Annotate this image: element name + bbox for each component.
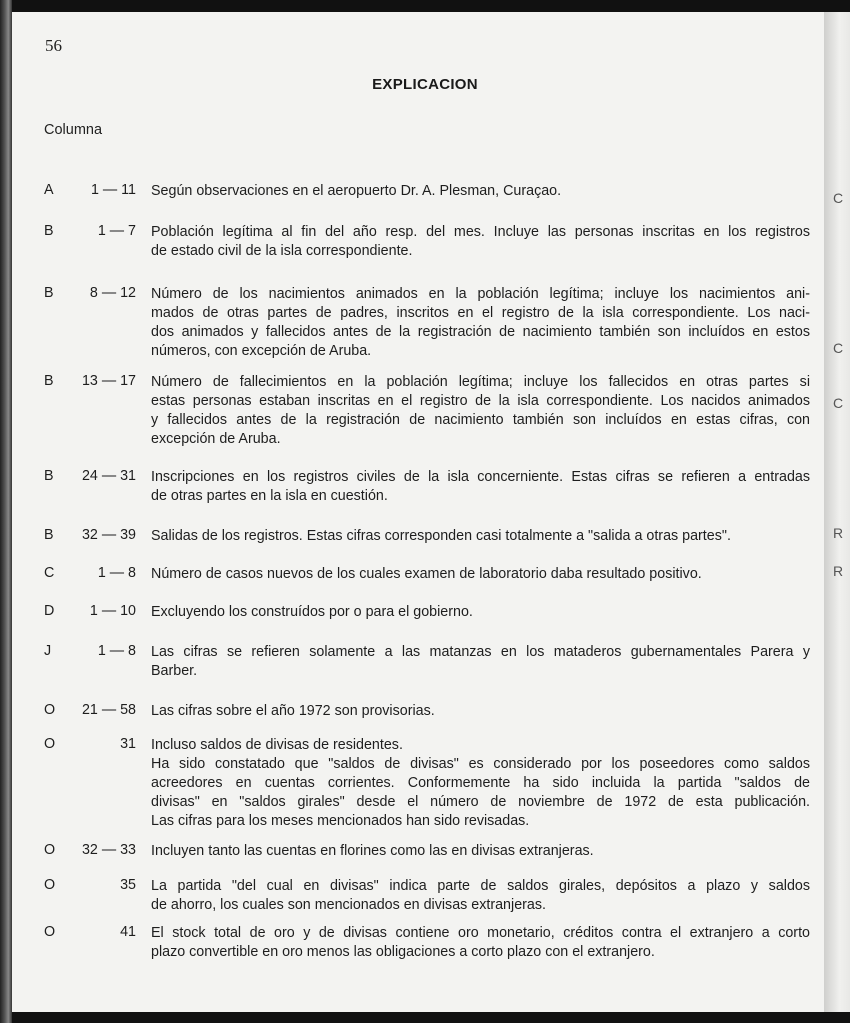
entry-text-line: Ha sido constatado que "saldos de divisas" es considerado por los poseedores como saldos (151, 756, 810, 772)
entry-text (151, 285, 810, 361)
entry-text (151, 468, 810, 506)
entry-text-line: divisas" en "saldos girales" desde el número de noviembre de 1972 de esta publicación. (151, 794, 810, 810)
entry-text (151, 924, 810, 962)
entry-text (151, 736, 810, 831)
entry-text (151, 565, 810, 584)
entry-table-letter: A (44, 182, 54, 198)
entry-column-range: 1 — 8 (97, 565, 136, 581)
entry-text-line: de otras partes en la isla en cuestión. (151, 488, 388, 504)
facing-page-fragment: C (833, 340, 844, 356)
entry-text-line: de ahorro, los cuales son mencionados en divisas extranjeras. (151, 897, 546, 913)
entry-column-range: 31 (120, 736, 136, 752)
entry-text (151, 603, 810, 622)
facing-page-fragment: R (833, 525, 844, 541)
facing-page-fragment: C (833, 395, 844, 411)
entry-text-line: números, con excepción de Aruba. (151, 343, 372, 359)
entry-table-letter: O (44, 924, 56, 940)
entry-column-range: 1 — 10 (89, 603, 136, 619)
entry-text (151, 527, 810, 546)
entry-text-line: y fallecidos antes de la registración de nacimiento también son incluídos en estas cifras, con (151, 412, 810, 428)
entry-text-line: Las cifras para los meses mencionados han sido revisadas. (151, 813, 530, 829)
entry-column-range: 41 (120, 924, 136, 940)
entry-table-letter: O (44, 842, 56, 858)
entry-text-line: La partida "del cual en divisas" indica parte de saldos girales, depósitos a plazo y saldos (151, 878, 810, 894)
entry-column-range: 1 — 7 (97, 223, 136, 239)
entry-text-line: Incluyen tanto las cuentas en florines como las en divisas extranjeras. (151, 843, 594, 859)
entry-text-line: Número de fallecimientos en la población legítima; incluye los fallecidos en otras partes si (151, 374, 810, 390)
entry-column-range: 21 — 58 (81, 702, 136, 718)
book-spine (0, 0, 12, 1023)
facing-page-fragment: C (833, 190, 844, 206)
entry-text (151, 643, 810, 681)
entry-text-line: excepción de Aruba. (151, 431, 281, 447)
entry-column-range: 32 — 33 (81, 842, 136, 858)
entry-column-range: 24 — 31 (81, 468, 136, 484)
entry-text-line: mados de otras partes de padres, inscritos en el registro de la isla correspondiente. Los naci- (151, 305, 810, 321)
entry-text (151, 702, 810, 721)
entry-column-range: 13 — 17 (81, 373, 136, 389)
entry-text (151, 877, 810, 915)
page-number: 56 (45, 36, 62, 55)
entry-text-line: dos animados y fallecidos antes de la registración de nacimiento también son incluídos en estos (151, 324, 810, 340)
entry-text (151, 182, 810, 201)
entry-column-range: 32 — 39 (81, 527, 136, 543)
entry-text-line: de estado civil de la isla correspondiente. (151, 243, 413, 259)
entry-table-letter: O (44, 736, 56, 752)
document-page (12, 12, 824, 1012)
entry-text (151, 373, 810, 449)
entry-text-line: Población legítima al fin del año resp. del mes. Incluye las personas inscritas en los registros (151, 224, 810, 240)
entry-table-letter: B (44, 285, 54, 301)
entry-text-line: Número de los nacimientos animados en la población legítima; incluye los nacimientos ani- (151, 286, 810, 302)
entry-text-line: Incluso saldos de divisas de residentes. (151, 737, 403, 753)
entry-table-letter: B (44, 527, 54, 543)
entry-text-line: Según observaciones en el aeropuerto Dr. A. Plesman, Curaçao. (151, 183, 562, 199)
entry-text-line: Excluyendo los construídos por o para el gobierno. (151, 604, 473, 620)
entry-column-range: 35 (120, 877, 136, 893)
entry-text-line: Inscripciones en los registros civiles de la isla concerniente. Estas cifras se refieren a entradas (151, 469, 810, 485)
entry-table-letter: O (44, 877, 56, 893)
entry-column-range: 8 — 12 (89, 285, 136, 301)
page-title: EXPLICACION (372, 76, 478, 93)
entry-text-line: El stock total de oro y de divisas contiene oro monetario, créditos contra el extranjero a corto (151, 925, 810, 941)
entry-text (151, 223, 810, 261)
entry-text-line: Las cifras sobre el año 1972 son provisorias. (151, 703, 435, 719)
entry-table-letter: O (44, 702, 56, 718)
entry-text (151, 842, 810, 861)
entry-table-letter: J (44, 643, 52, 659)
column-header: Columna (44, 122, 103, 138)
entry-text-line: acreedores en cuentas corrientes. Conformemente ha sido incluida la partida "saldos de (151, 775, 810, 791)
entry-text-line: Número de casos nuevos de los cuales examen de laboratorio daba resultado positivo. (151, 566, 702, 582)
entry-table-letter: B (44, 373, 54, 389)
entry-table-letter: D (44, 603, 55, 619)
entry-text-line: Barber. (151, 663, 198, 679)
entry-table-letter: C (44, 565, 55, 581)
entry-text-line: Salidas de los registros. Estas cifras corresponden casi totalmente a "salida a otras partes". (151, 528, 731, 544)
facing-page-edge (824, 12, 850, 1012)
entry-table-letter: B (44, 223, 54, 239)
entry-text-line: estas personas estaban inscritas en el registro de la isla correspondiente. Los nacidos animados (151, 393, 810, 409)
entry-text-line: plazo convertible en oro menos las obligaciones a corto plazo con el extranjero. (151, 944, 655, 960)
entry-text-line: Las cifras se refieren solamente a las matanzas en los mataderos gubernamentales Parera y (151, 644, 810, 660)
facing-page-fragment: R (833, 563, 844, 579)
entry-column-range: 1 — 11 (90, 182, 136, 198)
entry-column-range: 1 — 8 (97, 643, 136, 659)
entry-table-letter: B (44, 468, 54, 484)
